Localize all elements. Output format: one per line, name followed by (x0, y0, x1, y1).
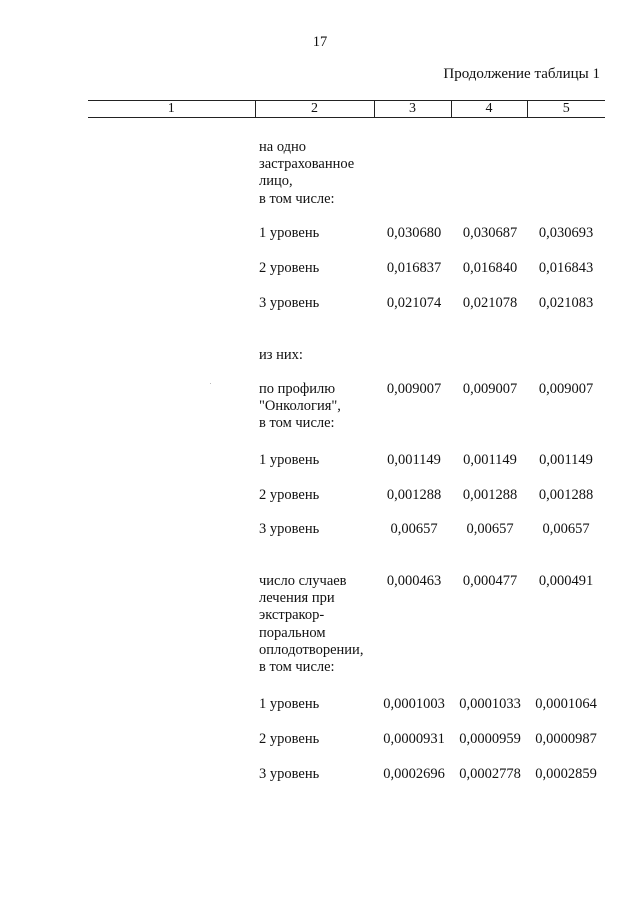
row-label-per-insured: на одно застрахованное лицо, в том числе: (259, 139, 355, 207)
column-number-3: 3 (374, 101, 451, 118)
page-number: 17 (312, 34, 328, 50)
row-label-level-1: 1 уровень (259, 696, 320, 712)
row-label-level-3: 3 уровень (259, 521, 320, 537)
row-value-col5: 0,0001064 (535, 696, 597, 712)
row-value-col4: 0,00657 (466, 521, 514, 537)
row-label-level-2: 2 уровень (259, 260, 320, 276)
row-value-col5: 0,001288 (538, 487, 594, 503)
row-value-col4: 0,0001033 (459, 696, 521, 712)
row-value-col5: 0,021083 (538, 295, 594, 311)
row-value-col3: 0,0002696 (383, 766, 445, 782)
row-value-col3: 0,0001003 (383, 696, 445, 712)
row-value-col3: 0,030680 (386, 225, 442, 241)
row-value-col4: 0,030687 (462, 225, 518, 241)
row-value-col3: 0,00657 (390, 521, 438, 537)
row-value-col5: 0,009007 (538, 381, 594, 397)
row-value-col5: 0,000491 (538, 573, 594, 589)
row-label-level-3: 3 уровень (259, 295, 320, 311)
row-value-col5: 0,030693 (538, 225, 594, 241)
column-number-5: 5 (527, 101, 605, 118)
row-value-col4: 0,016840 (462, 260, 518, 276)
row-value-col5: 0,001149 (539, 452, 593, 468)
row-value-col3: 0,000463 (386, 573, 442, 589)
row-label-ivf-cases: число случаев лечения при экстракор- поральном оплодотворении, в том числе: (259, 573, 364, 676)
row-value-col5: 0,00657 (542, 521, 590, 537)
row-value-col3: 0,021074 (386, 295, 442, 311)
row-label-oncology: по профилю "Онкология", в том числе: (259, 381, 341, 432)
row-value-col4: 0,0002778 (459, 766, 521, 782)
row-value-col4: 0,001149 (463, 452, 517, 468)
row-label-level-1: 1 уровень (259, 225, 320, 241)
row-value-col4: 0,021078 (462, 295, 518, 311)
column-number-row (88, 101, 605, 118)
row-label-level-1: 1 уровень (259, 452, 320, 468)
row-value-col3: 0,0000931 (383, 731, 445, 747)
row-label-of-which: из них: (259, 347, 303, 363)
row-value-col3: 0,009007 (386, 381, 442, 397)
row-value-col4: 0,009007 (462, 381, 518, 397)
row-label-level-2: 2 уровень (259, 731, 320, 747)
row-label-level-2: 2 уровень (259, 487, 320, 503)
row-value-col4: 0,001288 (462, 487, 518, 503)
column-number-4: 4 (451, 101, 527, 118)
row-value-col4: 0,000477 (462, 573, 518, 589)
column-number-2: 2 (255, 101, 374, 118)
table-continuation-caption: Продолжение таблицы 1 (443, 66, 600, 82)
row-value-col4: 0,0000959 (459, 731, 521, 747)
scan-speck (210, 383, 211, 384)
row-value-col3: 0,001288 (386, 487, 442, 503)
column-number-1: 1 (88, 101, 255, 118)
row-value-col5: 0,0000987 (535, 731, 597, 747)
row-label-level-3: 3 уровень (259, 766, 320, 782)
row-value-col5: 0,016843 (538, 260, 594, 276)
row-value-col5: 0,0002859 (535, 766, 597, 782)
row-value-col3: 0,001149 (387, 452, 441, 468)
row-value-col3: 0,016837 (386, 260, 442, 276)
table-column-header (88, 100, 605, 118)
